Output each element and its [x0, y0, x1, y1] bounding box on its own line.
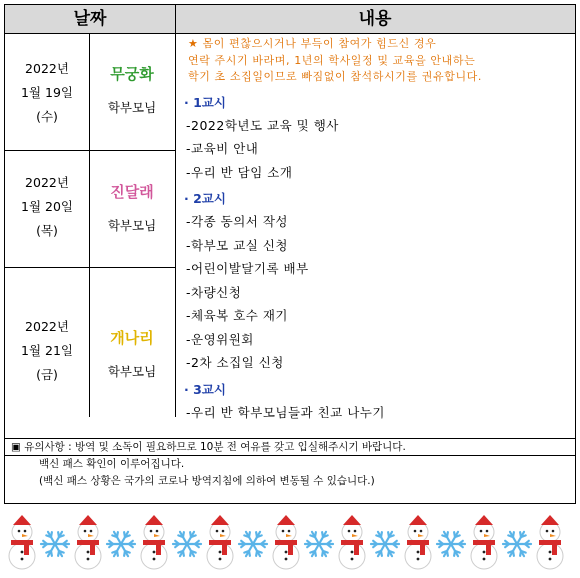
- list-item: -운영위원회: [186, 331, 254, 347]
- notice-line: 몸이 편찮으시거나 부득이 참여가 힘드신 경우: [202, 37, 437, 50]
- date-year: 2022년: [25, 319, 69, 334]
- list-item: -우리 반 학부모님들과 친교 나누기: [186, 404, 385, 420]
- group-name: 무궁화: [110, 65, 154, 83]
- weekday: (목): [36, 223, 58, 238]
- snowflake-icon: [239, 532, 267, 556]
- list-item: -우리 반 담임 소개: [186, 164, 293, 180]
- content-cell: [176, 33, 573, 424]
- list-item: -교육비 안내: [186, 141, 259, 156]
- date-day: 1월 19일: [21, 85, 73, 100]
- date-cell: [5, 171, 89, 243]
- row-divider: [5, 267, 175, 268]
- footer-notice: [4, 438, 576, 504]
- weekday: (수): [36, 109, 58, 124]
- snowflake-icon: [437, 532, 465, 556]
- date-column-header: 날짜: [73, 9, 107, 29]
- content-column-header: 내용: [358, 9, 392, 29]
- period-title: · 3교시: [184, 381, 226, 397]
- snowflake-icon: [173, 532, 201, 556]
- snowman-icon: [9, 515, 35, 569]
- list-item: -2022학년도 교육 및 행사: [186, 117, 339, 133]
- snowman-icon: [207, 515, 233, 569]
- group-audience: 학부모님: [107, 100, 157, 115]
- list-item: -각종 동의서 작성: [186, 214, 288, 229]
- notice-line: 연락 주시기 바라며, 1년의 학사일정 및 교육을 안내하는: [188, 53, 476, 67]
- notice-text: [176, 33, 573, 86]
- date-day: 1월 20일: [21, 199, 73, 214]
- schedule-table: [4, 4, 576, 456]
- winter-decoration-strip: [0, 512, 580, 576]
- period-title: · 2교시: [184, 191, 226, 206]
- date-cell: [5, 57, 89, 129]
- snowman-icon: [471, 515, 497, 569]
- footer-line: (백신 패스 상황은 국가의 코로나 방역지침에 의하여 변동될 수 있습니다.): [39, 475, 375, 487]
- snowman-icon: [273, 515, 299, 569]
- group-audience: 학부모님: [107, 218, 157, 233]
- snowflake-icon: [41, 532, 69, 556]
- snowflake-icon: [305, 532, 333, 556]
- period-title: · 1교시: [184, 94, 226, 110]
- list-item: -학부모 교실 신청: [186, 237, 288, 253]
- snowman-icon: [405, 515, 431, 569]
- snowman-icon: [339, 515, 365, 569]
- snowflake-icon: [503, 532, 531, 556]
- snowman-icon: [537, 515, 563, 569]
- table-header: [5, 5, 575, 34]
- group-cell: [89, 179, 175, 239]
- group-cell: [89, 325, 175, 385]
- group-name: 개나리: [110, 329, 154, 347]
- date-cell: [5, 315, 89, 387]
- list-item: -2차 소집일 신청: [186, 355, 284, 370]
- row-divider: [5, 150, 175, 151]
- list-item: -어린이발달기록 배부: [186, 261, 309, 276]
- group-cell: [89, 61, 175, 121]
- group-name: 진달래: [110, 183, 154, 201]
- snowman-icon: [141, 515, 167, 569]
- snowflake-icon: [371, 532, 399, 556]
- list-item: -차량신청: [186, 284, 242, 300]
- notice-line: 학기 초 소집일이므로 빠짐없이 참석하시기를 권유합니다.: [188, 70, 483, 83]
- list-item: -체육복 호수 재기: [186, 308, 288, 323]
- date-year: 2022년: [25, 61, 69, 76]
- date-day: 1월 21일: [21, 343, 73, 358]
- star-icon: ★: [188, 37, 199, 50]
- snowman-icon: [75, 515, 101, 569]
- footer-line: 백신 패스 확인이 이루어집니다.: [39, 458, 185, 470]
- footer-line: ▣ 유의사항 : 방역 및 소독이 필요하므로 10분 전 여유를 갖고 입실해주시기 바랍니다.: [11, 441, 406, 453]
- date-year: 2022년: [25, 175, 69, 190]
- weekday: (금): [36, 367, 58, 382]
- group-audience: 학부모님: [107, 364, 157, 379]
- snowflake-icon: [107, 532, 135, 556]
